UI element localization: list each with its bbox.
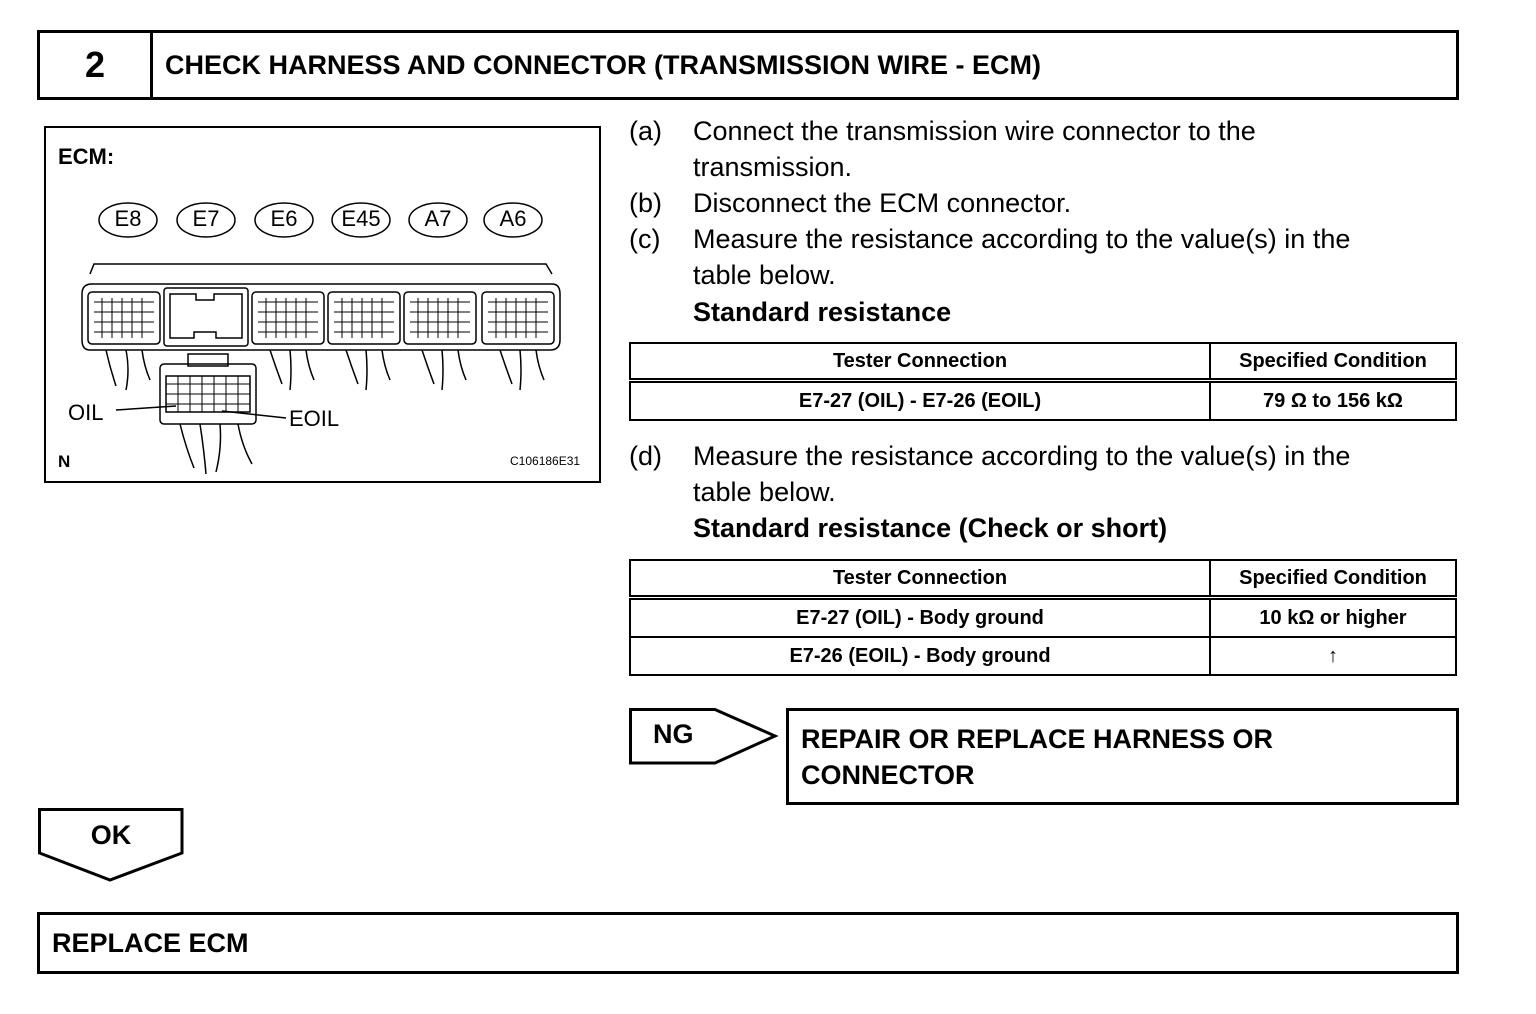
step-text: table below. bbox=[693, 477, 836, 507]
step-marker: (a) bbox=[629, 116, 662, 146]
ok-label: OK bbox=[90, 820, 132, 850]
table-header: Tester Connection bbox=[630, 343, 1210, 381]
connector-label: E45 bbox=[341, 206, 381, 231]
ok-action-box bbox=[37, 912, 1459, 974]
table-header: Tester Connection bbox=[630, 560, 1210, 598]
figure-code: C106186E31 bbox=[510, 454, 581, 468]
step-header bbox=[37, 30, 1459, 100]
table-cell: E7-27 (OIL) - E7-26 (EOIL) bbox=[630, 381, 1210, 421]
connector-label: E6 bbox=[270, 206, 298, 231]
ok-arrow-tag bbox=[38, 808, 184, 884]
table-header: Specified Condition bbox=[1210, 343, 1456, 381]
connector-label: A6 bbox=[499, 206, 527, 231]
pin-label-eoil: EOIL bbox=[289, 406, 340, 431]
ng-action-text: CONNECTOR bbox=[801, 760, 975, 790]
ok-action-text: REPLACE ECM bbox=[52, 927, 249, 958]
table-cell: ↑ bbox=[1210, 637, 1456, 675]
step-a bbox=[629, 113, 1459, 185]
table-cell: E7-26 (EOIL) - Body ground bbox=[630, 637, 1210, 675]
step-marker: (c) bbox=[629, 224, 661, 254]
table1-subtitle: Standard resistance bbox=[693, 297, 952, 327]
connector-label: A7 bbox=[424, 206, 452, 231]
ng-label: NG bbox=[653, 719, 694, 749]
step-d bbox=[629, 438, 1459, 510]
table-cell: 79 Ω to 156 kΩ bbox=[1210, 381, 1456, 421]
step-text: transmission. bbox=[693, 152, 853, 182]
step-text: table below. bbox=[693, 260, 836, 290]
table-header: Specified Condition bbox=[1210, 560, 1456, 598]
right-arrow-icon bbox=[629, 708, 779, 766]
step-marker: (d) bbox=[629, 441, 662, 471]
pin-label-oil: OIL bbox=[68, 400, 104, 425]
short-check-table bbox=[629, 559, 1457, 676]
step-title: CHECK HARNESS AND CONNECTOR (TRANSMISSION WIRE - ECM) bbox=[165, 49, 1042, 80]
table2-subtitle: Standard resistance (Check or short) bbox=[693, 513, 1168, 543]
corner-mark: N bbox=[58, 452, 71, 471]
connector-label: E7 bbox=[192, 206, 220, 231]
step-number: 2 bbox=[40, 33, 153, 97]
ng-action-text: REPAIR OR REPLACE HARNESS OR bbox=[801, 724, 1274, 754]
ng-action-box bbox=[786, 708, 1459, 805]
ng-arrow-tag bbox=[629, 708, 779, 766]
ecm-label: ECM: bbox=[58, 144, 115, 169]
step-text: Connect the transmission wire connector to the bbox=[693, 116, 1256, 146]
table-cell: E7-27 (OIL) - Body ground bbox=[630, 598, 1210, 638]
connector-label: E8 bbox=[114, 206, 142, 231]
step-text: Disconnect the ECM connector. bbox=[693, 188, 1072, 218]
step-text: Measure the resistance according to the value(s) in the bbox=[693, 441, 1351, 471]
table-cell: 10 kΩ or higher bbox=[1210, 598, 1456, 638]
step-text: Measure the resistance according to the value(s) in the bbox=[693, 224, 1351, 254]
step-b bbox=[629, 185, 1459, 221]
ecm-connector-illustration bbox=[44, 126, 601, 483]
step-c bbox=[629, 221, 1459, 293]
standard-resistance-table bbox=[629, 342, 1457, 421]
step-marker: (b) bbox=[629, 188, 662, 218]
